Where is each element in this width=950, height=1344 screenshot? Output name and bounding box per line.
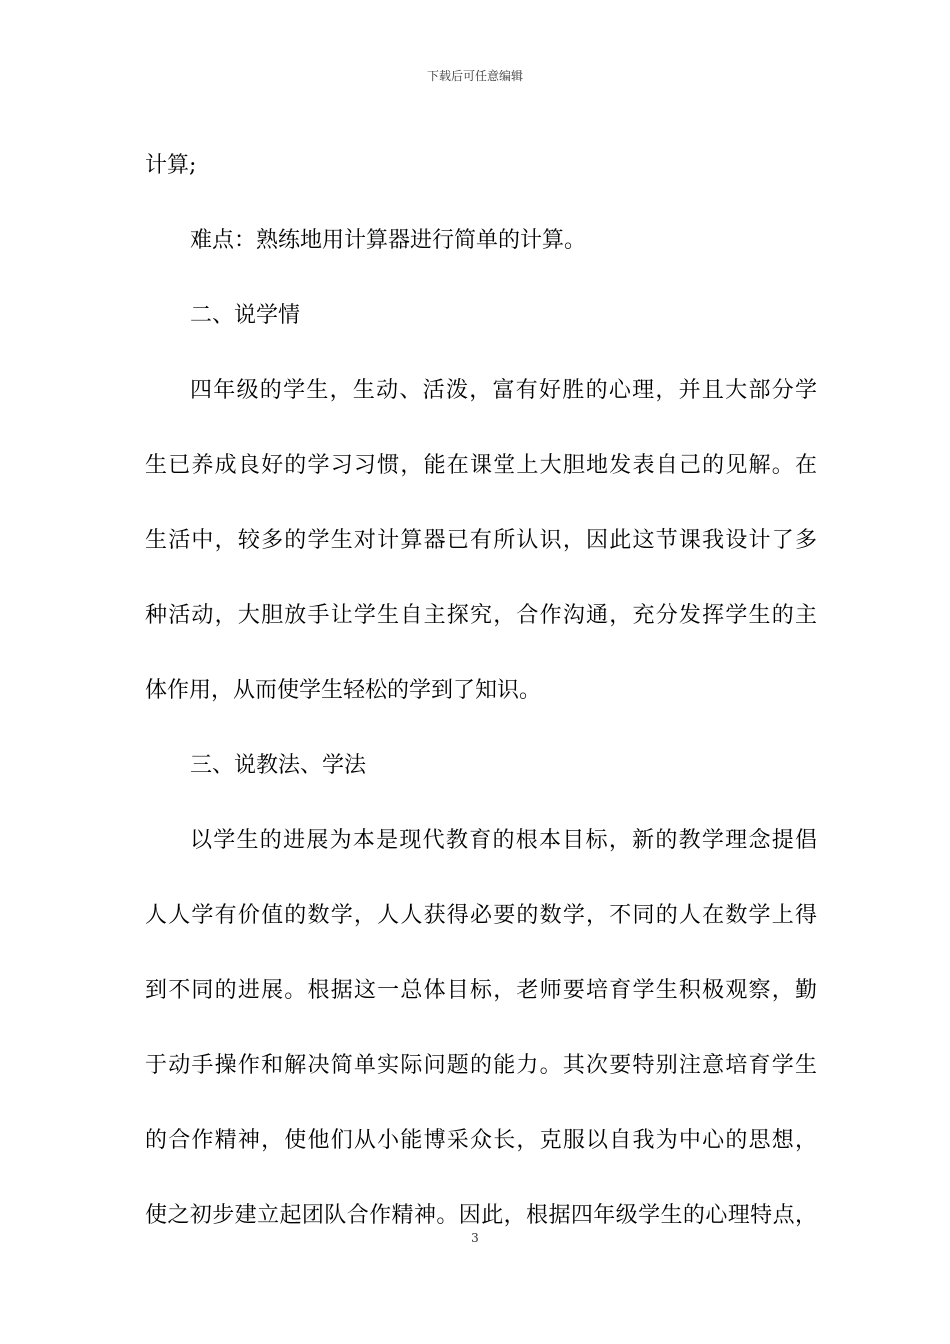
section-heading: 二、说学情	[190, 303, 301, 328]
text-line: 生已养成良好的学习习惯，能在课堂上大胆地发表自己的见解。在	[145, 453, 817, 478]
text-line: 计算;	[145, 153, 197, 178]
section-heading: 三、说教法、学法	[190, 753, 367, 778]
text-line: 使之初步建立起团队合作精神。因此，根据四年级学生的心理特点，	[145, 1203, 817, 1228]
text-line: 的合作精神，使他们从小能博采众长，克服以自我为中心的思想，	[145, 1128, 817, 1153]
text-line: 于动手操作和解决简单实际问题的能力。其次要特别注意培育学生	[145, 1053, 817, 1078]
page-header: 下载后可任意编辑	[426, 69, 523, 83]
text-line: 种活动，大胆放手让学生自主探究，合作沟通，充分发挥学生的主	[145, 603, 817, 628]
text-line: 难点：熟练地用计算器进行简单的计算。	[190, 228, 587, 253]
text-line: 到不同的进展。根据这一总体目标，老师要培育学生积极观察，勤	[145, 978, 817, 1003]
page-number: 3	[471, 1231, 479, 1245]
text-line: 人人学有价值的数学，人人获得必要的数学，不同的人在数学上得	[145, 903, 817, 928]
text-line: 四年级的学生，生动、活泼，富有好胜的心理，并且大部分学	[190, 378, 817, 403]
text-line: 体作用，从而使学生轻松的学到了知识。	[145, 678, 542, 703]
document-body	[145, 128, 817, 1253]
text-line: 生活中，较多的学生对计算器已有所认识，因此这节课我设计了多	[145, 528, 817, 553]
text-line: 以学生的进展为本是现代教育的根本目标，新的教学理念提倡	[190, 828, 817, 853]
